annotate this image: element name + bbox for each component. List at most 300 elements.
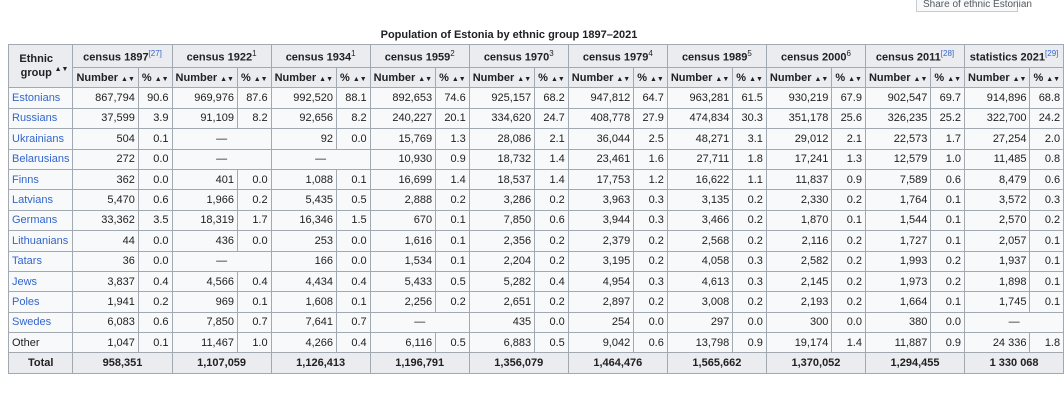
number-cell: 10,930: [370, 149, 435, 169]
percent-cell: 2.0: [1030, 129, 1064, 149]
number-cell: 504: [73, 129, 138, 149]
percent-cell: 0.2: [535, 190, 569, 210]
percent-cell: 30.3: [733, 108, 767, 128]
number-cell: 2,582: [766, 251, 831, 271]
sort-icon[interactable]: ▲▼: [253, 75, 268, 83]
number-header[interactable]: [469, 68, 534, 88]
number-header[interactable]: [271, 68, 336, 88]
total-value: 1,370,052: [766, 353, 865, 373]
number-cell: 297: [667, 312, 732, 332]
percent-cell: 0.2: [832, 231, 866, 251]
number-cell: 37,599: [73, 108, 138, 128]
percent-cell: 8.2: [237, 108, 271, 128]
percent-cell: 1.3: [832, 149, 866, 169]
number-header[interactable]: [865, 68, 930, 88]
percent-cell: 0.2: [733, 190, 767, 210]
percent-cell: 0.1: [436, 210, 470, 230]
number-header-label: Number: [76, 71, 119, 84]
number-cell: 1,966: [172, 190, 237, 210]
percent-cell: 24.7: [535, 108, 569, 128]
number-cell: 1,937: [965, 251, 1030, 271]
number-header[interactable]: [965, 68, 1030, 88]
number-cell: 3,135: [667, 190, 732, 210]
number-cell: 436: [172, 231, 237, 251]
percent-cell: 0.1: [931, 231, 965, 251]
number-cell: 7,850: [469, 210, 534, 230]
percent-cell: 61.5: [733, 88, 767, 108]
number-cell: 2,204: [469, 251, 534, 271]
percent-cell: 0.3: [733, 271, 767, 291]
percent-cell: 1.1: [733, 169, 767, 189]
sort-icon[interactable]: ▲▼: [451, 75, 466, 83]
percent-header-label: %: [141, 71, 152, 84]
number-cell: 401: [172, 169, 237, 189]
percent-header-label: %: [934, 71, 945, 84]
number-cell: 435: [469, 312, 534, 332]
total-value: 1 330 068: [965, 353, 1064, 373]
no-data-cell: —: [172, 251, 271, 271]
sort-icon[interactable]: ▲▼: [749, 75, 763, 83]
percent-header-label: %: [1033, 71, 1044, 84]
percent-cell: 0.1: [1030, 292, 1064, 312]
percent-cell: 0.9: [931, 333, 965, 353]
percent-cell: 0.9: [733, 333, 767, 353]
number-header[interactable]: [370, 68, 435, 88]
table-row: [9, 169, 1064, 189]
number-cell: 351,178: [766, 108, 831, 128]
number-cell: 1,616: [370, 231, 435, 251]
number-cell: 3,572: [965, 190, 1030, 210]
percent-cell: 0.1: [138, 333, 172, 353]
footnote-ref[interactable]: [28]: [940, 48, 955, 58]
no-data-cell: —: [370, 312, 469, 332]
total-value: 1,356,079: [469, 353, 568, 373]
percent-cell: 0.0: [832, 312, 866, 332]
percent-cell: 90.6: [138, 88, 172, 108]
percent-cell: 2.1: [535, 129, 569, 149]
percent-cell: 1.2: [634, 169, 668, 189]
percent-cell: 1.3: [436, 129, 470, 149]
percent-cell: 0.0: [138, 149, 172, 169]
number-header[interactable]: [73, 68, 138, 88]
footnote-ref: 1: [252, 48, 257, 58]
number-cell: 362: [73, 169, 138, 189]
percent-cell: 0.9: [832, 169, 866, 189]
number-cell: 4,566: [172, 271, 237, 291]
table-row: [9, 333, 1064, 353]
percent-header[interactable]: [733, 68, 767, 88]
table-row: [9, 271, 1064, 291]
number-cell: 17,753: [568, 169, 633, 189]
number-cell: 6,883: [469, 333, 534, 353]
number-cell: 947,812: [568, 88, 633, 108]
percent-cell: 68.8: [1030, 88, 1064, 108]
census-header[interactable]: [766, 45, 865, 68]
sort-icon[interactable]: ▲▼: [154, 75, 169, 83]
number-cell: 3,963: [568, 190, 633, 210]
percent-cell: 0.2: [931, 271, 965, 291]
number-cell: 22,573: [865, 129, 930, 149]
percent-header-label: %: [835, 71, 846, 84]
percent-cell: 1.7: [931, 129, 965, 149]
census-header[interactable]: [271, 45, 370, 68]
census-label: census 1979: [582, 51, 649, 64]
percent-cell: 0.1: [931, 292, 965, 312]
number-cell: 15,769: [370, 129, 435, 149]
number-cell: 33,362: [73, 210, 138, 230]
number-cell: 2,570: [965, 210, 1030, 230]
number-cell: 1,745: [965, 292, 1030, 312]
census-header[interactable]: [370, 45, 469, 68]
percent-cell: 1.7: [237, 210, 271, 230]
percent-cell: 0.0: [337, 129, 371, 149]
ethnic-group-header-line1: Ethnic: [19, 53, 54, 66]
census-label: census 1989: [681, 51, 748, 64]
ethnic-group-header-line2: group: [20, 67, 52, 80]
side-panel-label: Share of ethnic Estonian: [916, 0, 1018, 12]
percent-cell: 20.1: [436, 108, 470, 128]
census-header[interactable]: [865, 45, 964, 68]
table-row: [9, 231, 1064, 251]
ethnic-group-name[interactable]: Tatars: [9, 251, 73, 271]
percent-cell: 0.6: [535, 210, 569, 230]
total-value: 1,565,662: [667, 353, 766, 373]
number-cell: 1,544: [865, 210, 930, 230]
percent-cell: 1.8: [1030, 333, 1064, 353]
number-cell: 2,356: [469, 231, 534, 251]
number-header-label: Number: [274, 71, 317, 84]
number-cell: 3,286: [469, 190, 534, 210]
ethnic-group-name[interactable]: Germans: [9, 210, 73, 230]
percent-cell: 0.7: [237, 312, 271, 332]
sort-icon[interactable]: ▲▼: [121, 75, 135, 83]
percent-header[interactable]: [237, 68, 271, 88]
sort-icon[interactable]: ▲▼: [650, 75, 664, 83]
table-row: [9, 108, 1064, 128]
census-header[interactable]: [568, 45, 667, 68]
percent-cell: 0.4: [535, 271, 569, 291]
percent-cell: 0.2: [436, 292, 470, 312]
footnote-ref: 6: [846, 48, 851, 58]
sort-icon[interactable]: ▲▼: [319, 75, 334, 83]
number-cell: 17,241: [766, 149, 831, 169]
number-cell: 36,044: [568, 129, 633, 149]
percent-cell: 0.2: [634, 231, 668, 251]
ethnic-group-name[interactable]: Finns: [9, 169, 73, 189]
number-cell: 18,319: [172, 210, 237, 230]
percent-cell: 1.4: [535, 149, 569, 169]
ethnic-group-name[interactable]: Latvians: [9, 190, 73, 210]
percent-cell: 0.2: [436, 190, 470, 210]
number-cell: 92: [271, 129, 336, 149]
total-value: 1,464,476: [568, 353, 667, 373]
percent-header-label: %: [538, 71, 548, 84]
number-cell: 254: [568, 312, 633, 332]
percent-cell: 68.2: [535, 88, 569, 108]
percent-cell: 0.3: [634, 210, 668, 230]
ethnic-group-name[interactable]: Estonians: [9, 88, 73, 108]
table-row: [9, 210, 1064, 230]
ethnic-group-name[interactable]: Swedes: [9, 312, 73, 332]
number-cell: 670: [370, 210, 435, 230]
census-label: census 1897: [83, 51, 149, 64]
number-cell: 6,116: [370, 333, 435, 353]
sort-icon[interactable]: ▲▼: [54, 66, 69, 73]
percent-cell: 25.6: [832, 108, 866, 128]
percent-cell: 0.2: [733, 231, 767, 251]
number-cell: 1,727: [865, 231, 930, 251]
percent-cell: 0.2: [832, 190, 866, 210]
percent-cell: 25.2: [931, 108, 965, 128]
number-cell: 5,433: [370, 271, 435, 291]
number-cell: 1,898: [965, 271, 1030, 291]
total-value: 1,196,791: [370, 353, 469, 373]
number-header-label: Number: [968, 71, 1010, 84]
number-cell: 253: [271, 231, 336, 251]
number-cell: 1,088: [271, 169, 336, 189]
number-cell: 6,083: [73, 312, 138, 332]
number-cell: 11,887: [865, 333, 930, 353]
percent-cell: 0.2: [634, 251, 668, 271]
number-cell: 3,837: [73, 271, 138, 291]
number-cell: 48,271: [667, 129, 732, 149]
percent-cell: 0.3: [634, 190, 668, 210]
table-row: [9, 190, 1064, 210]
percent-cell: 0.0: [138, 231, 172, 251]
footnote-ref: 2: [450, 48, 455, 58]
number-cell: 18,537: [469, 169, 534, 189]
sort-icon[interactable]: ▲▼: [947, 75, 962, 83]
percent-cell: 0.1: [1030, 231, 1064, 251]
sort-icon[interactable]: ▲▼: [352, 75, 367, 83]
percent-cell: 0.0: [931, 312, 965, 332]
ethnic-group-name[interactable]: Ukrainians: [9, 129, 73, 149]
footnote-ref[interactable]: [29]: [1045, 48, 1059, 58]
sort-icon[interactable]: ▲▼: [550, 75, 565, 83]
number-cell: 322,700: [965, 108, 1030, 128]
number-cell: 902,547: [865, 88, 930, 108]
percent-cell: 0.6: [1030, 169, 1064, 189]
percent-cell: 0.2: [535, 251, 569, 271]
population-table: [8, 44, 1064, 374]
number-cell: 1,993: [865, 251, 930, 271]
number-header-label: Number: [373, 71, 416, 84]
percent-cell: 0.0: [337, 251, 371, 271]
percent-cell: 0.0: [237, 169, 271, 189]
percent-cell: 0.0: [138, 251, 172, 271]
percent-header-label: %: [340, 71, 350, 84]
ethnic-group-name[interactable]: Poles: [9, 292, 73, 312]
number-cell: 7,641: [271, 312, 336, 332]
number-cell: 969: [172, 292, 237, 312]
table-row: [9, 129, 1064, 149]
number-cell: 3,195: [568, 251, 633, 271]
percent-cell: 0.2: [237, 190, 271, 210]
sort-icon[interactable]: ▲▼: [1012, 75, 1027, 83]
percent-header[interactable]: [436, 68, 470, 88]
number-cell: 1,608: [271, 292, 336, 312]
number-cell: 2,568: [667, 231, 732, 251]
sort-icon[interactable]: ▲▼: [517, 75, 532, 83]
number-header[interactable]: [568, 68, 633, 88]
percent-cell: 1.0: [237, 333, 271, 353]
sort-icon[interactable]: ▲▼: [913, 75, 928, 83]
census-label: census 1934: [285, 51, 352, 64]
percent-cell: 0.1: [337, 169, 371, 189]
number-cell: 1,534: [370, 251, 435, 271]
number-cell: 3,944: [568, 210, 633, 230]
percent-cell: 0.6: [138, 312, 172, 332]
percent-cell: 0.3: [634, 271, 668, 291]
percent-cell: 0.0: [733, 312, 767, 332]
percent-cell: 0.2: [832, 292, 866, 312]
percent-cell: 0.5: [436, 333, 470, 353]
sort-icon[interactable]: ▲▼: [848, 75, 862, 83]
number-cell: 1,664: [865, 292, 930, 312]
percent-cell: 8.2: [337, 108, 371, 128]
percent-cell: 0.2: [733, 292, 767, 312]
number-cell: 326,235: [865, 108, 930, 128]
percent-cell: 3.5: [138, 210, 172, 230]
percent-cell: 0.4: [138, 271, 172, 291]
percent-cell: 0.8: [1030, 149, 1064, 169]
percent-cell: 0.2: [931, 251, 965, 271]
percent-cell: 0.0: [337, 231, 371, 251]
census-header[interactable]: [667, 45, 766, 68]
number-header-label: Number: [868, 71, 911, 84]
census-header[interactable]: [965, 45, 1064, 68]
number-cell: 18,732: [469, 149, 534, 169]
number-cell: 16,346: [271, 210, 336, 230]
table-row: [9, 312, 1064, 332]
table-row: [9, 88, 1064, 108]
census-label: census 1970: [483, 51, 550, 64]
number-cell: 8,479: [965, 169, 1030, 189]
number-cell: 408,778: [568, 108, 633, 128]
percent-header-label: %: [637, 71, 647, 84]
sort-icon[interactable]: ▲▼: [814, 75, 829, 83]
number-header[interactable]: [172, 68, 237, 88]
footnote-ref: 5: [747, 48, 752, 58]
percent-cell: 0.4: [337, 333, 371, 353]
number-cell: 992,520: [271, 88, 336, 108]
sort-icon[interactable]: ▲▼: [1046, 75, 1061, 83]
percent-cell: 0.0: [237, 231, 271, 251]
percent-header[interactable]: [634, 68, 668, 88]
percent-header[interactable]: [832, 68, 866, 88]
sort-icon[interactable]: ▲▼: [220, 75, 234, 83]
census-label: census 1922: [186, 51, 253, 64]
percent-cell: 1.8: [733, 149, 767, 169]
number-cell: 380: [865, 312, 930, 332]
number-cell: 4,434: [271, 271, 336, 291]
percent-cell: 0.0: [634, 312, 668, 332]
percent-cell: 0.2: [535, 292, 569, 312]
ethnic-group-name[interactable]: Jews: [9, 271, 73, 291]
ethnic-group-name[interactable]: Lithuanians: [9, 231, 73, 251]
sort-icon[interactable]: ▲▼: [715, 75, 730, 83]
number-cell: 963,281: [667, 88, 732, 108]
footnote-ref: 1: [351, 48, 356, 58]
ethnic-group-header[interactable]: [9, 45, 73, 88]
percent-cell: 67.9: [832, 88, 866, 108]
percent-header[interactable]: [337, 68, 371, 88]
census-header[interactable]: [172, 45, 271, 68]
percent-cell: 0.5: [535, 333, 569, 353]
number-cell: 11,467: [172, 333, 237, 353]
total-value: 1,107,059: [172, 353, 271, 373]
sort-icon[interactable]: ▲▼: [616, 75, 631, 83]
number-cell: 300: [766, 312, 831, 332]
number-cell: 930,219: [766, 88, 831, 108]
percent-cell: 0.3: [1030, 190, 1064, 210]
number-cell: 1,047: [73, 333, 138, 353]
census-header[interactable]: [469, 45, 568, 68]
number-header[interactable]: [766, 68, 831, 88]
percent-cell: 0.2: [733, 210, 767, 230]
ethnic-group-name[interactable]: Russians: [9, 108, 73, 128]
no-data-cell: —: [965, 312, 1064, 332]
number-cell: 1,973: [865, 271, 930, 291]
no-data-cell: —: [172, 149, 271, 169]
percent-cell: 1.4: [436, 169, 470, 189]
table-row: [9, 251, 1064, 271]
number-cell: 91,109: [172, 108, 237, 128]
no-data-cell: —: [172, 129, 271, 149]
sort-icon[interactable]: ▲▼: [418, 75, 433, 83]
total-row: [9, 353, 1064, 373]
number-cell: 2,651: [469, 292, 534, 312]
percent-cell: 0.4: [337, 271, 371, 291]
number-cell: 9,042: [568, 333, 633, 353]
total-value: 1,294,455: [865, 353, 964, 373]
census-header[interactable]: [73, 45, 172, 68]
number-cell: 2,897: [568, 292, 633, 312]
number-cell: 474,834: [667, 108, 732, 128]
number-cell: 7,850: [172, 312, 237, 332]
table-row: [9, 292, 1064, 312]
number-cell: 166: [271, 251, 336, 271]
percent-cell: 0.5: [436, 271, 470, 291]
percent-header[interactable]: [535, 68, 569, 88]
percent-cell: 69.7: [931, 88, 965, 108]
percent-cell: 0.1: [436, 251, 470, 271]
number-cell: 2,145: [766, 271, 831, 291]
number-cell: 4,266: [271, 333, 336, 353]
percent-header[interactable]: [138, 68, 172, 88]
number-cell: 272: [73, 149, 138, 169]
percent-header[interactable]: [931, 68, 965, 88]
number-cell: 36: [73, 251, 138, 271]
number-cell: 13,798: [667, 333, 732, 353]
percent-cell: 24.2: [1030, 108, 1064, 128]
percent-cell: 2.1: [832, 129, 866, 149]
ethnic-group-name[interactable]: Belarusians: [9, 149, 73, 169]
percent-cell: 0.9: [436, 149, 470, 169]
percent-header[interactable]: [1030, 68, 1064, 88]
number-cell: 2,379: [568, 231, 633, 251]
number-cell: 4,954: [568, 271, 633, 291]
number-cell: 24 336: [965, 333, 1030, 353]
percent-header-label: %: [240, 71, 251, 84]
percent-cell: 0.1: [931, 210, 965, 230]
number-cell: 1,870: [766, 210, 831, 230]
number-cell: 334,620: [469, 108, 534, 128]
number-header[interactable]: [667, 68, 732, 88]
number-cell: 5,282: [469, 271, 534, 291]
footnote-ref[interactable]: [27]: [148, 48, 162, 58]
number-cell: 11,485: [965, 149, 1030, 169]
